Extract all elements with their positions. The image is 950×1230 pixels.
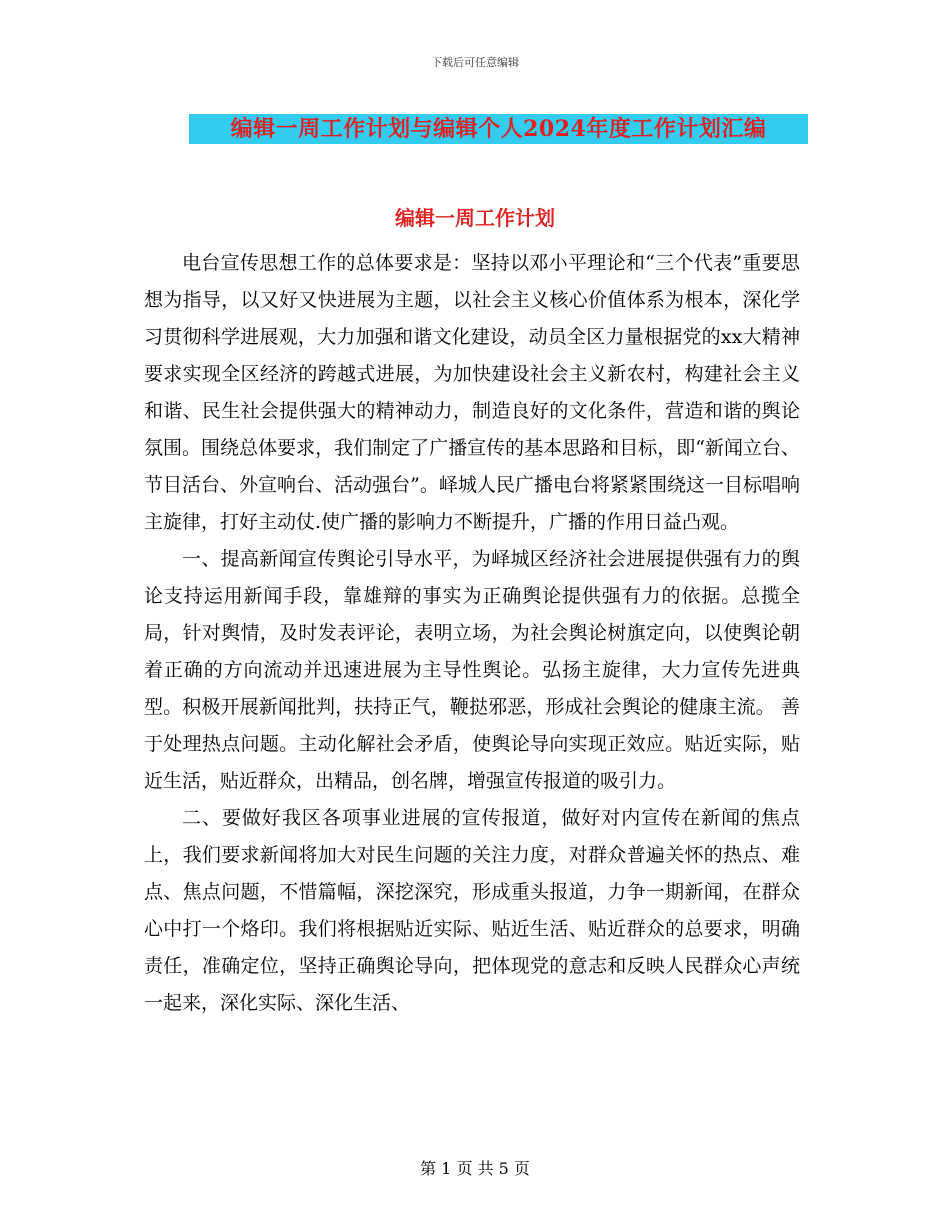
page-footer: 第 1 页 共 5 页 (420, 1159, 530, 1178)
paragraph-point-one: 一、提高新闻宣传舆论引导水平，为峄城区经济社会进展提供强有力的舆论支持运用新闻手段，靠雄辩的事实为正确舆论提供强有力的依据。总揽全局，针对舆情，及时发表评论，表明立场，为社会舆论树旗定向，以使舆论朝着正确的方向流动并迅速进展为主导性舆论。弘扬主旋律，大力宣传先进典型。积极开展新闻批判，扶持正气，鞭挞邪恶，形成社会舆论的健康主流。 善于处理热点问题。主动化解社会矛盾，使舆论导向实现正效应。贴近实际，贴近生活，贴近群众，出精品，创名牌，增强宣传报道的吸引力。 (144, 548, 800, 792)
paragraph-intro: 电台宣传思想工作的总体要求是：坚持以邓小平理论和“三个代表”重要思想为指导，以又好又快进展为主题，以社会主义核心价值体系为根本，深化学习贯彻科学进展观，大力加强和谐文化建设，动员全区力量根据党的xx大精神要求实现全区经济的跨越式进展，为加快建设社会主义新农村，构建社会主义和谐、民生社会提供强大的精神动力，制造良好的文化条件，营造和谐的舆论氛围。围绕总体要求，我们制定了广播宣传的基本思路和目标，即“新闻立台、节目活台、外宣响台、活动强台”。峄城人民广播电台将紧紧围绕这一目标唱响主旋律，打好主动仗.使广播的影响力不断提升，广播的作用日益凸观。 (144, 252, 800, 533)
document-body (144, 245, 800, 1022)
paragraph-point-two: 二、要做好我区各项事业进展的宣传报道，做好对内宣传在新闻的焦点上，我们要求新闻将加大对民生问题的关注力度，对群众普遍关怀的热点、难点、焦点问题，不惜篇幅，深挖深究，形成重头报道，力争一期新闻，在群众心中打一个烙印。我们将根据贴近实际、贴近生活、贴近群众的总要求，明确责任，准确定位，坚持正确舆论导向，把体现党的意志和反映人民群众心声统一起来，深化实际、深化生活、 (144, 807, 800, 1014)
document-title: 编辑一周工作计划与编辑个人2024年度工作计划汇编 (189, 114, 808, 144)
page-header-note: 下载后可任意编辑 (431, 56, 519, 69)
section-title: 编辑一周工作计划 (395, 206, 555, 230)
